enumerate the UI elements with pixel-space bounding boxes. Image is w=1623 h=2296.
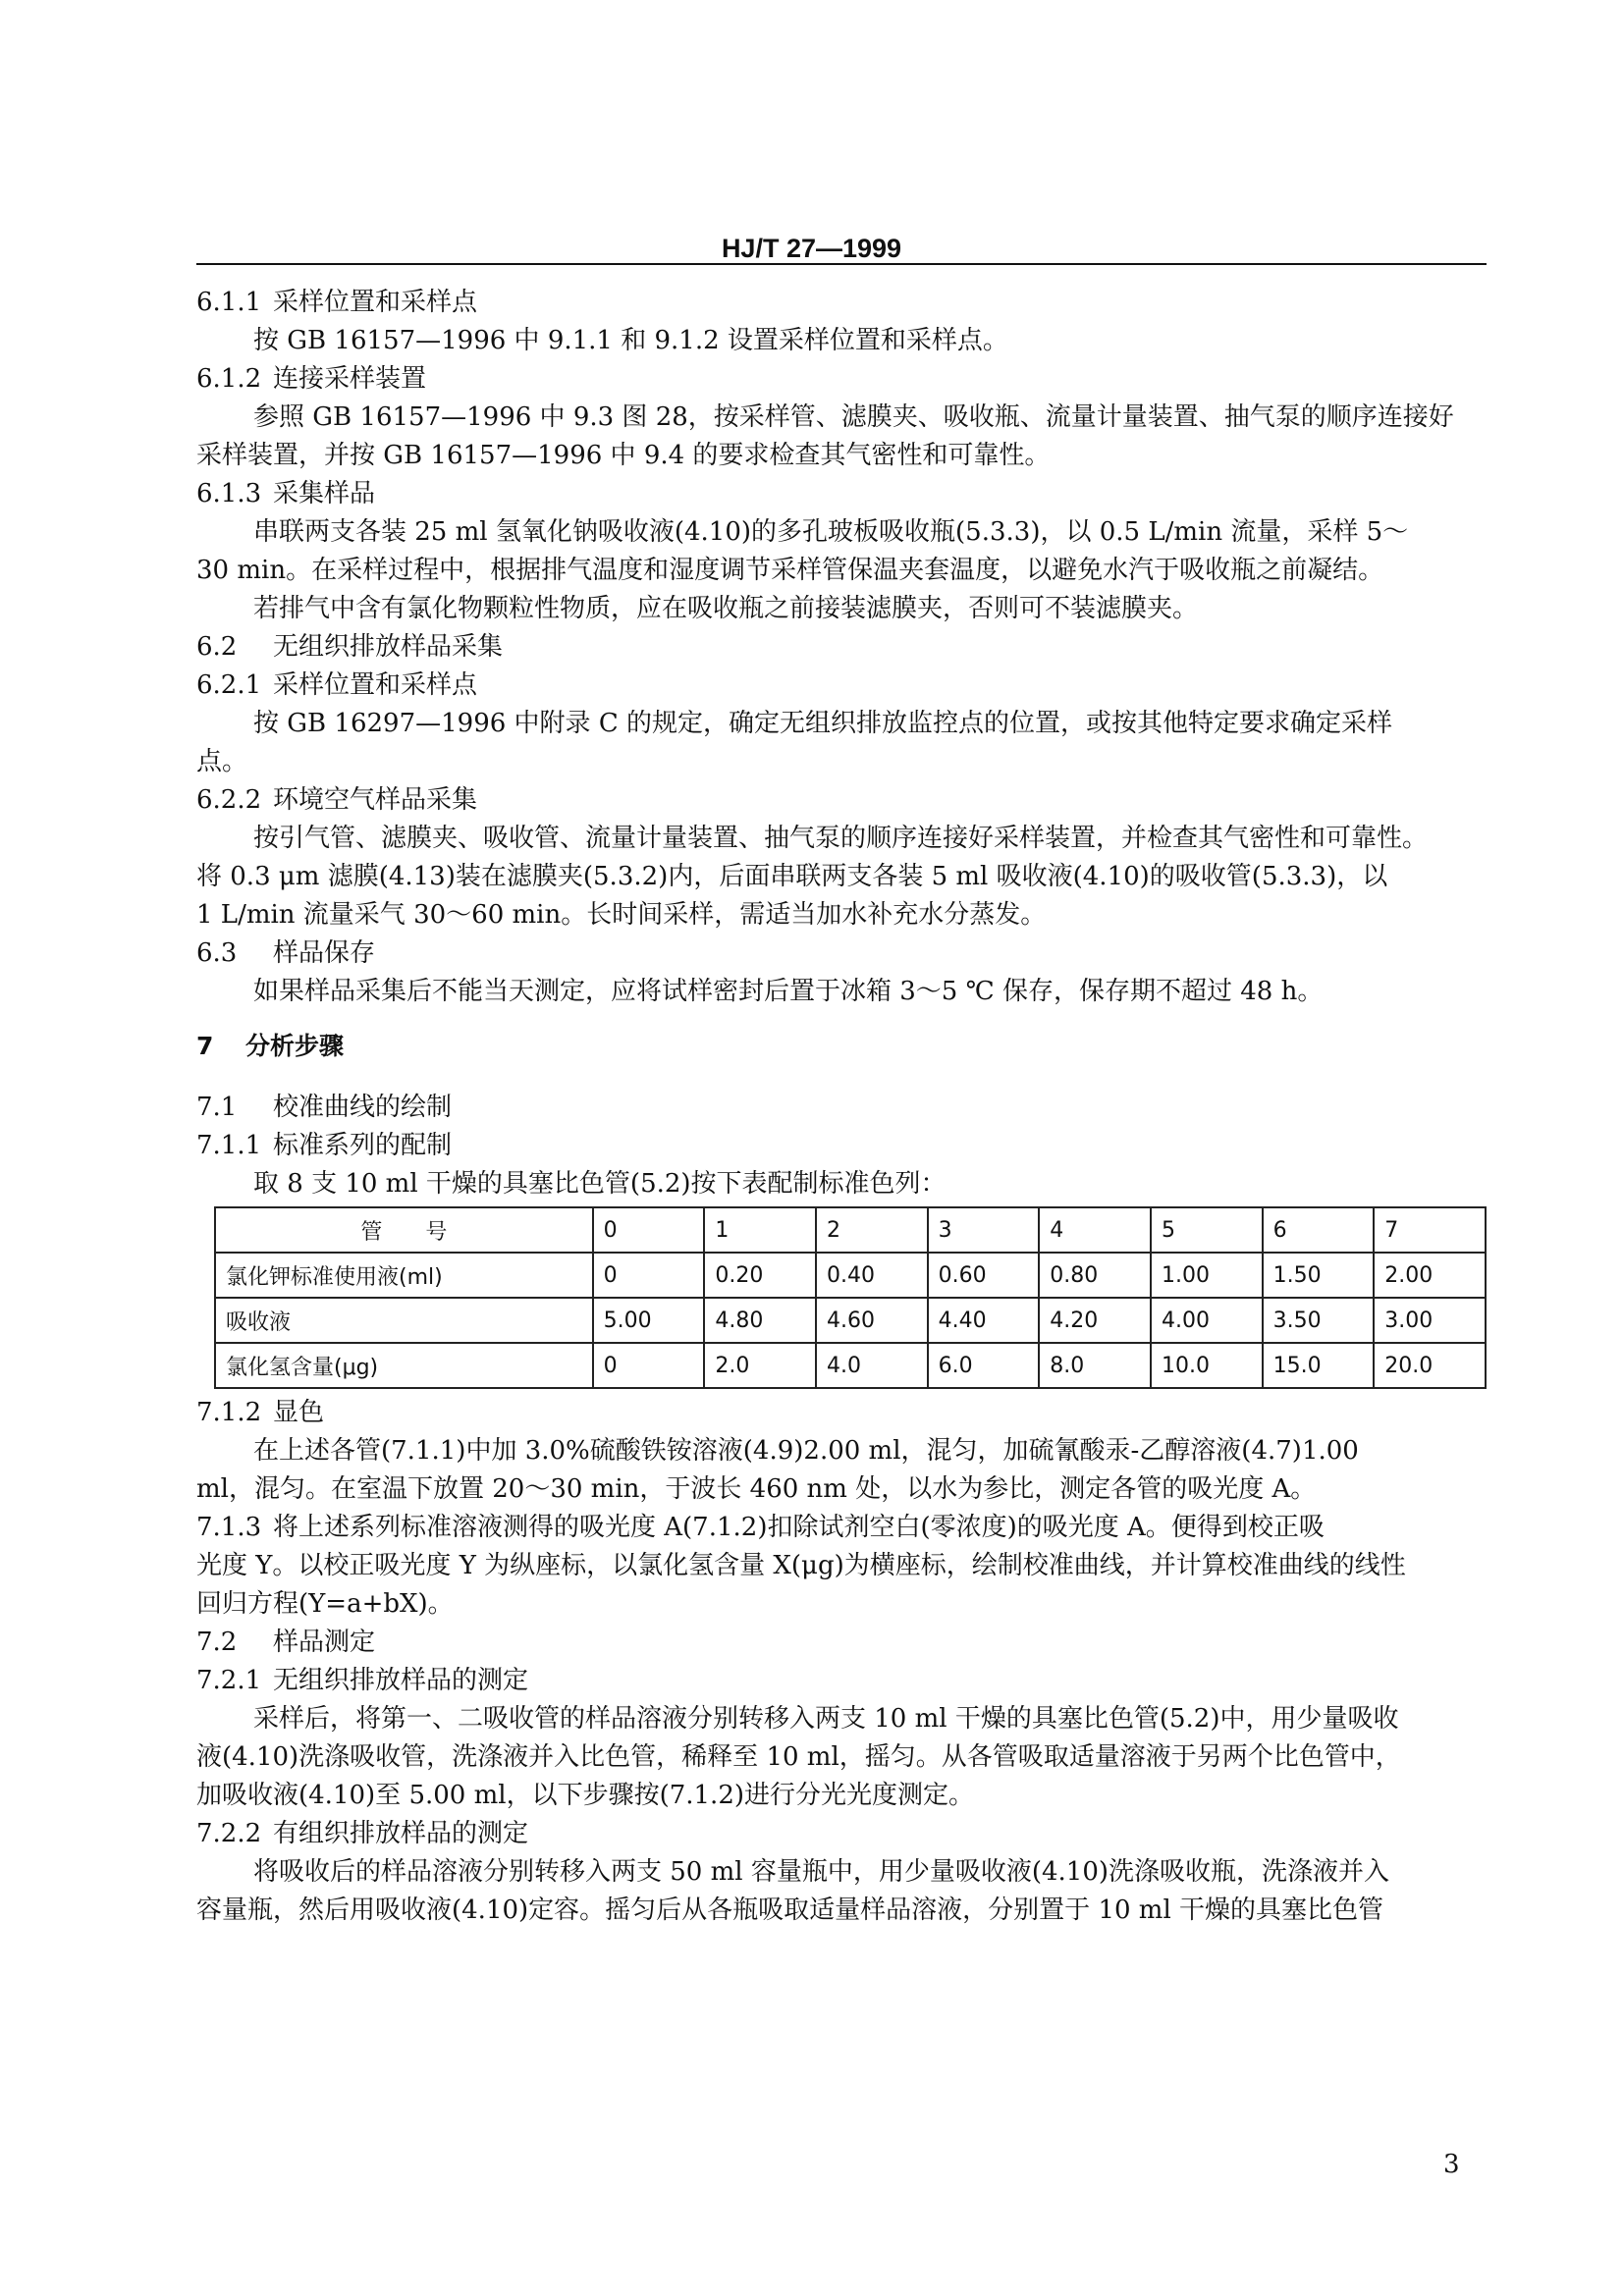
- paragraph-line: 若排气中含有氯化物颗粒性物质，应在吸收瓶之前接装滤膜夹，否则可不装滤膜夹。: [253, 594, 1199, 623]
- paragraph-line: ml，混匀。在室温下放置 20～30 min，于波长 460 nm 处，以水为参比，测定各管的吸光度 A。: [196, 1474, 1317, 1504]
- paragraph-line: 按 GB 16297—1996 中附录 C 的规定，确定无组织排放监控点的位置，或按其他特定要求确定采样: [253, 709, 1392, 738]
- table-cell: 1.00: [1151, 1253, 1263, 1298]
- header-rule: [196, 263, 1487, 265]
- table-cell: 4.60: [816, 1298, 928, 1343]
- table-header-cell: 5: [1151, 1207, 1263, 1253]
- table-cell: 4.00: [1151, 1298, 1263, 1343]
- paragraph-line: 取 8 支 10 ml 干燥的具塞比色管(5.2)按下表配制标准色列：: [253, 1169, 947, 1199]
- table-cell: 1.50: [1263, 1253, 1375, 1298]
- section-6-2: [196, 631, 1487, 663]
- paragraph-line: 采样后，将第一、二吸收管的样品溶液分别转移入两支 10 ml 干燥的具塞比色管(5.2)中，用少量吸收: [253, 1704, 1399, 1734]
- section-title: 连接采样装置: [273, 364, 427, 394]
- table-header-cell: 4: [1039, 1207, 1151, 1253]
- table-row-label: 氯化氢含量(μg): [215, 1343, 593, 1388]
- paragraph-line: 如果样品采集后不能当天测定，应将试样密封后置于冰箱 3～5 ℃ 保存，保存期不超过 48 h。: [253, 977, 1324, 1006]
- paragraph-line: 光度 Y。以校正吸光度 Y 为纵座标，以氯化氢含量 X(μg)为横座标，绘制校准曲线，并计算校准曲线的线性: [196, 1551, 1406, 1580]
- table-row: [215, 1253, 1486, 1298]
- table-row-label: 氯化钾标准使用液(ml): [215, 1253, 593, 1298]
- table-cell: 5.00: [593, 1298, 705, 1343]
- chapter-number: 7: [196, 1032, 214, 1060]
- section-title: 环境空气样品采集: [273, 785, 478, 815]
- section-title: 采集样品: [273, 479, 376, 508]
- section-number: 7.1: [196, 1093, 238, 1122]
- table-cell: 4.80: [704, 1298, 816, 1343]
- section-number: 7.2.2: [196, 1819, 262, 1848]
- table-header-row: [215, 1207, 1486, 1253]
- table-cell: 0.20: [704, 1253, 816, 1298]
- table-cell: 3.00: [1374, 1298, 1486, 1343]
- document-header-title: HJ/T 27—1999: [721, 234, 902, 263]
- paragraph-line: 按引气管、滤膜夹、吸收管、流量计量装置、抽气泵的顺序连接好采样装置，并检查其气密性和可靠性。: [253, 824, 1429, 853]
- section-7-2: [196, 1627, 1487, 1658]
- paragraph-line: 采样装置，并按 GB 16157—1996 中 9.4 的要求检查其气密性和可靠性。: [196, 441, 1051, 470]
- table-cell: 0: [593, 1343, 705, 1388]
- standard-series-table: [214, 1206, 1487, 1389]
- section-7-1-2: [196, 1397, 1487, 1428]
- table-cell: 10.0: [1151, 1343, 1263, 1388]
- section-title: 显色: [273, 1398, 325, 1427]
- table-header-cell: 3: [928, 1207, 1040, 1253]
- section-7-1: [196, 1092, 1487, 1123]
- paragraph-line: 液(4.10)洗涤吸收管，洗涤液并入比色管，稀释至 10 ml，摇匀。从各管吸取适量溶液于另两个比色管中，: [196, 1742, 1401, 1772]
- section-text: 将上述系列标准溶液测得的吸光度 A(7.1.2)扣除试剂空白(零浓度)的吸光度 A。便得到校正吸: [273, 1513, 1325, 1542]
- paragraph-line: 参照 GB 16157—1996 中 9.3 图 28，按采样管、滤膜夹、吸收瓶、流量计量装置、抽气泵的顺序连接好: [253, 402, 1454, 432]
- section-number: 7.1.1: [196, 1131, 262, 1160]
- section-title: 样品测定: [273, 1628, 376, 1657]
- paragraph-line: 容量瓶，然后用吸收液(4.10)定容。摇匀后从各瓶吸取适量样品溶液，分别置于 10 ml 干燥的具塞比色管: [196, 1896, 1384, 1925]
- paragraph-line: 将吸收后的样品溶液分别转移入两支 50 ml 容量瓶中，用少量吸收液(4.10)洗涤吸收瓶，洗涤液并入: [253, 1857, 1390, 1887]
- section-title: 样品保存: [273, 938, 376, 968]
- table-cell: 20.0: [1374, 1343, 1486, 1388]
- table-cell: 15.0: [1263, 1343, 1375, 1388]
- section-title: 有组织排放样品的测定: [273, 1819, 529, 1848]
- section-number: 6.1.3: [196, 479, 262, 508]
- section-number: 6.2: [196, 632, 238, 662]
- section-7-2-1: [196, 1665, 1487, 1696]
- section-title: 采样位置和采样点: [273, 670, 478, 700]
- table-cell: 0.80: [1039, 1253, 1151, 1298]
- paragraph-line: 加吸收液(4.10)至 5.00 ml，以下步骤按(7.1.2)进行分光光度测定。: [196, 1781, 975, 1810]
- table-header-cell: 管 号: [215, 1207, 593, 1253]
- document-body: [196, 287, 1487, 1933]
- table-header-cell: 1: [704, 1207, 816, 1253]
- section-number: 6.1.1: [196, 288, 262, 317]
- chapter-7-heading: [196, 1031, 1487, 1062]
- paragraph-line: 30 min。在采样过程中，根据排气温度和湿度调节采样管保温夹套温度，以避免水汽于吸收瓶之前凝结。: [196, 556, 1384, 585]
- section-6-1-2: [196, 363, 1487, 395]
- section-6-1-3: [196, 478, 1487, 509]
- table-cell: 4.40: [928, 1298, 1040, 1343]
- section-title: 校准曲线的绘制: [273, 1093, 453, 1122]
- table-cell: 2.00: [1374, 1253, 1486, 1298]
- section-6-2-1: [196, 669, 1487, 701]
- section-title: 标准系列的配制: [273, 1131, 453, 1160]
- section-title: 采样位置和采样点: [273, 288, 478, 317]
- section-number: 7.1.2: [196, 1398, 262, 1427]
- table-cell: 8.0: [1039, 1343, 1151, 1388]
- table-cell: 2.0: [704, 1343, 816, 1388]
- table-cell: 0: [593, 1253, 705, 1298]
- table-cell: 4.0: [816, 1343, 928, 1388]
- table-header-cell: 0: [593, 1207, 705, 1253]
- table-cell: 0.40: [816, 1253, 928, 1298]
- paragraph-line: 点。: [196, 747, 248, 776]
- paragraph-line: 1 L/min 流量采气 30～60 min。长时间采样，需适当加水补充水分蒸发。: [196, 900, 1047, 930]
- section-7-2-2: [196, 1818, 1487, 1849]
- table-cell: 6.0: [928, 1343, 1040, 1388]
- section-title: 无组织排放样品采集: [273, 632, 504, 662]
- section-number: 7.2.1: [196, 1666, 262, 1695]
- table-cell: 4.20: [1039, 1298, 1151, 1343]
- section-number: 7.1.3: [196, 1513, 262, 1542]
- paragraph-line: 将 0.3 μm 滤膜(4.13)装在滤膜夹(5.3.2)内，后面串联两支各装 5 ml 吸收液(4.10)的吸收管(5.3.3)，以: [196, 862, 1388, 891]
- table-header-cell: 6: [1263, 1207, 1375, 1253]
- section-title: 无组织排放样品的测定: [273, 1666, 529, 1695]
- paragraph-line: 在上述各管(7.1.1)中加 3.0%硫酸铁铵溶液(4.9)2.00 ml，混匀，加硫氰酸汞-乙醇溶液(4.7)1.00: [253, 1436, 1359, 1466]
- section-number: 6.2.1: [196, 670, 262, 700]
- table-cell: 3.50: [1263, 1298, 1375, 1343]
- section-6-1-1: [196, 287, 1487, 318]
- paragraph-line: 回归方程(Y=a+bX)。: [196, 1589, 454, 1619]
- section-number: 6.3: [196, 938, 238, 968]
- table-header-cell: 7: [1374, 1207, 1486, 1253]
- section-7-1-3: [196, 1512, 1487, 1543]
- section-number: 7.2: [196, 1628, 238, 1657]
- section-7-1-1: [196, 1130, 1487, 1161]
- table-header-cell: 2: [816, 1207, 928, 1253]
- paragraph-line: 串联两支各装 25 ml 氢氧化钠吸收液(4.10)的多孔玻板吸收瓶(5.3.3)，以 0.5 L/min 流量，采样 5～: [253, 517, 1409, 547]
- table-row: [215, 1298, 1486, 1343]
- paragraph-line: 按 GB 16157—1996 中 9.1.1 和 9.1.2 设置采样位置和采样点。: [253, 326, 1008, 355]
- chapter-title: 分析步骤: [245, 1032, 345, 1060]
- section-number: 6.2.2: [196, 785, 262, 815]
- table-cell: 0.60: [928, 1253, 1040, 1298]
- section-number: 6.1.2: [196, 364, 262, 394]
- table-row-label: 吸收液: [215, 1298, 593, 1343]
- table-row: [215, 1343, 1486, 1388]
- section-6-3: [196, 937, 1487, 969]
- page-number: 3: [1443, 2150, 1460, 2179]
- section-6-2-2: [196, 784, 1487, 816]
